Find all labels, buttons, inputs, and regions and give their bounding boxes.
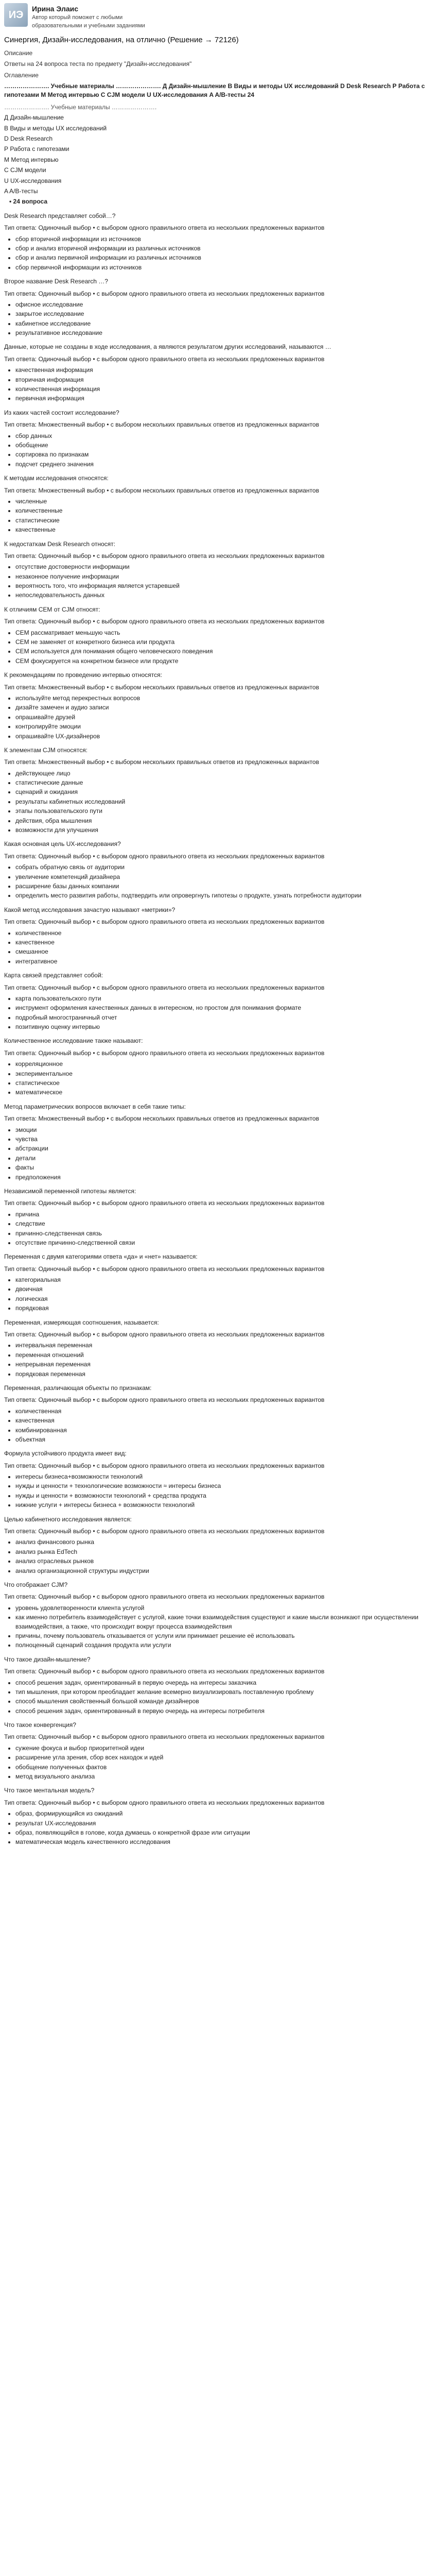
question-text: К отличиям CEM от CJM относят: [4,605,100,613]
option-item: • CEM не заменяет от конкретного бизнеса или продукта [15,638,432,647]
question-text: Независимой переменной гипотезы является: [4,1187,136,1195]
options-list [4,1472,432,1510]
toc-subheader: …………………. Учебные материалы …………………. [4,103,157,111]
question-block [4,840,432,900]
toc-item[interactable]: С CJM модели [4,166,46,174]
question-block [4,1187,432,1247]
question-text: К элементам CJM относятся: [4,746,88,754]
option-item: • непоследовательность данных [15,591,432,600]
option-item: • детали [15,1154,432,1163]
option-item: • количественное [15,929,432,938]
option-item: • категориальная [15,1276,432,1284]
toc-header: …………………. Учебные материалы …………………. Д Дизайн-мышление В Виды и методы UX исследований D Desk Research Р Работа с гипотезами М Метод интервью С CJM модели U UX-исследования A A/B-тесты 24 [4,82,425,99]
option-item: • CEM используется для понимания общего человеческого поведения [15,647,432,656]
option-item: • сужение фокуса и выбор приоритетной идеи [15,1744,432,1753]
option-item: • образ, формирующийся из ожиданий [15,1809,432,1818]
option-item: • карта пользовательского пути [15,994,432,1003]
options-list [4,300,432,338]
options-list [4,1604,432,1650]
options-list [4,1679,432,1716]
question-block [4,971,432,1031]
option-item: • сбор вторичной информации из источников [15,235,432,244]
answer-type: Тип ответа: Одиночный выбор • с выбором одного правильного ответа из нескольких предложенных вариантов [4,1199,325,1207]
option-item: • сбор и анализ вторичной информации из различных источников [15,244,432,253]
option-item: • результат UX-исследования [15,1819,432,1828]
option-item: • определить место развития работы, подтвердить или опровергнуть гипотезы о продукте, узнать потребности аудитории [15,891,432,900]
answer-type: Тип ответа: Одиночный выбор • с выбором одного правильного ответа из нескольких предложенных вариантов [4,1668,325,1675]
option-item: • увеличение компетенций дизайнера [15,873,432,882]
answer-type: Тип ответа: Одиночный выбор • с выбором одного правильного ответа из нескольких предложенных вариантов [4,290,325,297]
option-item: • вторичная информация [15,376,432,384]
toc-item[interactable]: • 24 вопроса [4,197,432,206]
option-item: • образ, появляющийся в голове, когда думаешь о конкретной фразе или ситуации [15,1828,432,1837]
question-block [4,1103,432,1182]
option-item: • абстракции [15,1144,432,1153]
option-item: • причина [15,1210,432,1219]
answer-type: Тип ответа: Множественный выбор • с выбором нескольких правильных ответов из предложенных вариантов [4,486,319,494]
question-text: Количественное исследование также называют: [4,1037,143,1045]
option-item: • способ решения задач, ориентированный в первую очередь на интересы заказчика [15,1679,432,1687]
answer-type: Тип ответа: Одиночный выбор • с выбором одного правильного ответа из нескольких предложенных вариантов [4,1733,325,1741]
question-block [4,1515,432,1575]
question-block [4,746,432,835]
option-item: • математическое [15,1088,432,1097]
toc-item[interactable]: Р Работа с гипотезами [4,145,69,153]
option-item: • собрать обратную связь от аудитории [15,863,432,872]
table-of-contents [4,113,432,207]
option-item: • количественная [15,1407,432,1416]
option-item: • интересы бизнеса+возможности технологий [15,1472,432,1481]
options-list [4,497,432,535]
option-item: • действия, обра мышления [15,817,432,825]
option-item: • статистические [15,516,432,525]
answer-type: Тип ответа: Множественный выбор • с выбором нескольких правильных ответов из предложенных вариантов [4,758,319,766]
question-block [4,1721,432,1781]
toc-item[interactable]: В Виды и методы UX исследований [4,124,107,132]
options-list [4,235,432,273]
option-item: • результативное исследование [15,329,432,337]
option-item: • незаконное получение информации [15,572,432,581]
option-item: • причины, почему пользователь отказывается от услуги или принимает решение её использовать [15,1632,432,1640]
question-text: Переменная с двумя категориями ответа «да» и «нет» называется: [4,1253,198,1261]
options-list [4,432,432,469]
option-item: • нужды и ценности + возможности технологий + средства продукта [15,1492,432,1500]
option-item: • логическая [15,1295,432,1303]
option-item: • закрытое исследование [15,310,432,318]
option-item: • уровень удовлетворенности клиента услугой [15,1604,432,1613]
options-list [4,929,432,967]
option-item: • переменная отношений [15,1351,432,1360]
question-block [4,1384,432,1444]
answer-type: Тип ответа: Одиночный выбор • с выбором одного правильного ответа из нескольких предложенных вариантов [4,1265,325,1273]
question-block [4,671,432,741]
question-block [4,1786,432,1846]
question-block [4,1318,432,1379]
option-item: • расширение угла зрения, сбор всех находок и идей [15,1753,432,1762]
option-item: • качественные [15,526,432,534]
answer-type: Тип ответа: Одиночный выбор • с выбором одного правильного ответа из нескольких предложенных вариантов [4,224,325,232]
option-item: • анализ рынка EdTech [15,1548,432,1556]
page-title: Синергия, Дизайн-исследования, на отлично (Решение → 72126) [4,36,239,45]
option-item: • анализ финансового рынка [15,1538,432,1547]
author-info [32,3,155,30]
question-block [4,343,432,403]
options-list [4,563,432,600]
question-block [4,1252,432,1313]
option-item: • качественное [15,938,432,947]
description-label: Описание [4,49,33,57]
option-item: • полноценный сценарий создания продукта или услуги [15,1641,432,1650]
answer-type: Тип ответа: Одиночный выбор • с выбором одного правильного ответа из нескольких предложенных вариантов [4,984,325,991]
option-item: • нижние услуги + интересы бизнеса + возможности технологий [15,1501,432,1510]
option-item: • экспериментальное [15,1070,432,1078]
option-item: • статистическое [15,1079,432,1088]
question-text: Какая основная цель UX-исследования? [4,840,121,848]
author-card [4,3,432,30]
question-text: Какой метод исследования зачастую называют «метрики»? [4,906,176,913]
options-list [4,1210,432,1248]
toc-item[interactable]: A A/B-тесты [4,188,38,195]
option-item: • комбинированная [15,1426,432,1435]
options-list [4,1276,432,1313]
option-item: • CEM фокусируется на конкретном бизнесе или продукте [15,657,432,666]
question-block [4,1581,432,1650]
answer-type: Тип ответа: Множественный выбор • с выбором нескольких правильных ответов из предложенных вариантов [4,421,319,429]
question-text: Что такое дизайн-мышление? [4,1655,91,1663]
option-item: • опрашивайте друзей [15,713,432,722]
answer-type: Тип ответа: Одиночный выбор • с выбором одного правильного ответа из нескольких предложенных вариантов [4,918,325,926]
option-item: • нужды и ценности + технологические возможности ≈ интересы бизнеса [15,1482,432,1490]
option-item: • способ решения задач, ориентированный в первую очередь на интересы потребителя [15,1707,432,1716]
question-block [4,906,432,966]
option-item: • сценарий и ожидания [15,788,432,796]
options-list [4,366,432,403]
options-list [4,1341,432,1379]
option-item: • сбор первичной информации из источников [15,263,432,272]
question-block [4,409,432,469]
option-item: • используйте метод перекрестных вопросов [15,694,432,703]
option-item: • предположения [15,1173,432,1182]
option-item: • численные [15,497,432,506]
options-list [4,629,432,666]
option-item: • подсчет среднего значения [15,460,432,469]
options-list [4,1126,432,1182]
option-item: • как именно потребитель взаимодействует с услугой, какие точки взаимодействия существуют и какие мысли возникают при осуществлении взаимодействия, а также, что происходит вокруг процесса взаимодействия [15,1613,432,1631]
option-item: • причинно-следственная связь [15,1229,432,1238]
question-block [4,1655,432,1716]
option-item: • результаты кабинетных исследований [15,798,432,806]
option-item: • порядковая переменная [15,1370,432,1379]
option-item: • обобщение [15,441,432,450]
option-item: • сбор данных [15,432,432,440]
author-name[interactable]: Ирина Элаис [32,5,79,13]
option-item: • сортировка по признакам [15,450,432,459]
option-item: • корреляционное [15,1060,432,1069]
option-item: • качественная информация [15,366,432,375]
questions-list [4,212,432,1847]
answer-type: Тип ответа: Одиночный выбор • с выбором одного правильного ответа из нескольких предложенных вариантов [4,1331,325,1338]
option-item: • метод визуального анализа [15,1772,432,1781]
options-list [4,694,432,741]
question-text: Данные, которые не созданы в ходе исследования, а являются результатом других исследований, называются … [4,343,332,351]
option-item: • смешанное [15,947,432,956]
answer-type: Тип ответа: Одиночный выбор • с выбором одного правильного ответа из нескольких предложенных вариантов [4,1593,325,1601]
option-item: • действующее лицо [15,769,432,778]
question-text: Переменная, измеряющая соотношения, называется: [4,1318,159,1326]
option-item: • факты [15,1163,432,1172]
option-item: • контролируйте эмоции [15,722,432,731]
option-item: • расширение базы данных компании [15,882,432,891]
option-item: • офисное исследование [15,300,432,309]
options-list [4,1809,432,1847]
option-item: • интервальная переменная [15,1341,432,1350]
question-text: К методам исследования относятся: [4,474,109,482]
options-list [4,1407,432,1445]
toc-item[interactable]: М Метод интервью [4,156,59,163]
option-item: • дизайте замечен и аудио записи [15,703,432,712]
option-item: • анализ организационной структуры индустрии [15,1567,432,1575]
option-item: • непрерывная переменная [15,1360,432,1369]
option-item: • позитивную оценку интервью [15,1023,432,1031]
option-item: • чувства [15,1135,432,1144]
description-text: Ответы на 24 вопроса теста по предмету "Дизайн-исследования" [4,60,192,68]
option-item: • математическая модель качественного исследования [15,1838,432,1846]
answer-type: Тип ответа: Множественный выбор • с выбором нескольких правильных ответов из предложенных вариантов [4,683,319,691]
answer-type: Тип ответа: Одиночный выбор • с выбором одного правильного ответа из нескольких предложенных вариантов [4,552,325,560]
answer-type: Тип ответа: Одиночный выбор • с выбором одного правильного ответа из нескольких предложенных вариантов [4,1049,325,1057]
options-list [4,769,432,835]
question-block [4,474,432,534]
options-list [4,863,432,901]
question-text: К рекомендациям по проведению интервью относятся: [4,671,162,679]
answer-type: Тип ответа: Одиночный выбор • с выбором одного правильного ответа из нескольких предложенных вариантов [4,852,325,860]
question-text: Что такое конвергенция? [4,1721,76,1729]
question-text: Второе название Desk Research …? [4,278,108,285]
answer-type: Тип ответа: Одиночный выбор • с выбором одного правильного ответа из нескольких предложенных вариантов [4,1462,325,1469]
question-block [4,1449,432,1510]
answer-type: Тип ответа: Одиночный выбор • с выбором одного правильного ответа из нескольких предложенных вариантов [4,1528,325,1535]
options-list [4,994,432,1032]
option-item: • опрашивайте UX-дизайнеров [15,732,432,741]
option-item: • кабинетное исследование [15,319,432,328]
question-text: Что такое ментальная модель? [4,1787,95,1794]
question-text: Метод параметрических вопросов включает в себя такие типы: [4,1103,186,1110]
option-item: • CEM рассматривает меньшую часть [15,629,432,637]
answer-type: Тип ответа: Одиночный выбор • с выбором одного правильного ответа из нескольких предложенных вариантов [4,618,325,625]
options-list [4,1538,432,1575]
answer-type: Тип ответа: Одиночный выбор • с выбором одного правильного ответа из нескольких предложенных вариантов [4,1799,325,1806]
answer-type: Тип ответа: Одиночный выбор • с выбором одного правильного ответа из нескольких предложенных вариантов [4,1396,325,1404]
toc-item[interactable]: Д Дизайн-мышление [4,114,64,122]
question-text: К недостаткам Desk Research относят: [4,540,115,548]
option-item: • отсутствие достоверности информации [15,563,432,571]
question-text: Переменная, различающая объекты по признакам: [4,1384,152,1392]
options-list [4,1744,432,1782]
option-item: • способ мышления свойственный большой команде дизайнеров [15,1697,432,1706]
answer-type: Тип ответа: Множественный выбор • с выбором нескольких правильных ответов из предложенных вариантов [4,1115,319,1123]
option-item: • анализ отраслевых рынков [15,1557,432,1566]
option-item: • первичная информация [15,394,432,403]
question-block [4,605,432,666]
avatar[interactable]: ИЭ [4,3,28,27]
option-item: • статистические данные [15,778,432,787]
question-text: Карта связей представляет собой: [4,972,103,979]
option-item: • двоичная [15,1285,432,1294]
author-description: Автор который поможет с любыми образовательными и учебными заданиями [32,14,145,29]
toc-label: Оглавление [4,71,39,79]
option-item: • качественная [15,1416,432,1425]
question-block [4,1037,432,1097]
question-text: Desk Research представляет собой…? [4,212,116,219]
option-item: • этапы пользовательского пути [15,807,432,816]
toc-item[interactable]: U UX-исследования [4,177,62,184]
option-item: • интегративное [15,957,432,966]
question-text: Формула устойчивого продукта имеет вид: [4,1450,127,1458]
option-item: • количественные [15,506,432,515]
option-item: • возможности для улучшения [15,826,432,835]
option-item: • следствие [15,1219,432,1228]
option-item: • инструмент оформления качественных данных в интересном, но простом для понимания формате [15,1004,432,1012]
option-item: • подробный многостраничный отчет [15,1013,432,1022]
question-text: Целью кабинетного исследования является: [4,1515,132,1523]
option-item: • порядковая [15,1304,432,1313]
toc-item[interactable]: D Desk Research [4,135,53,143]
option-item: • объектная [15,1435,432,1444]
answer-type: Тип ответа: Одиночный выбор • с выбором одного правильного ответа из нескольких предложенных вариантов [4,355,325,363]
question-block [4,277,432,337]
question-block [4,212,432,272]
option-item: • эмоции [15,1126,432,1134]
option-item: • обобщение полученных фактов [15,1763,432,1772]
option-item: • вероятность того, что информация является устаревшей [15,582,432,590]
options-list [4,1060,432,1097]
question-text: Из каких частей состоит исследование? [4,409,119,416]
question-text: Что отображает CJM? [4,1581,68,1588]
option-item: • отсутствие причинно-следственной связи [15,1239,432,1247]
option-item: • сбор и анализ первичной информации из различных источников [15,253,432,262]
question-block [4,540,432,600]
option-item: • количественная информация [15,385,432,394]
option-item: • тип мышления, при котором преобладает желание всемерно визуализировать поставленную проблему [15,1688,432,1697]
